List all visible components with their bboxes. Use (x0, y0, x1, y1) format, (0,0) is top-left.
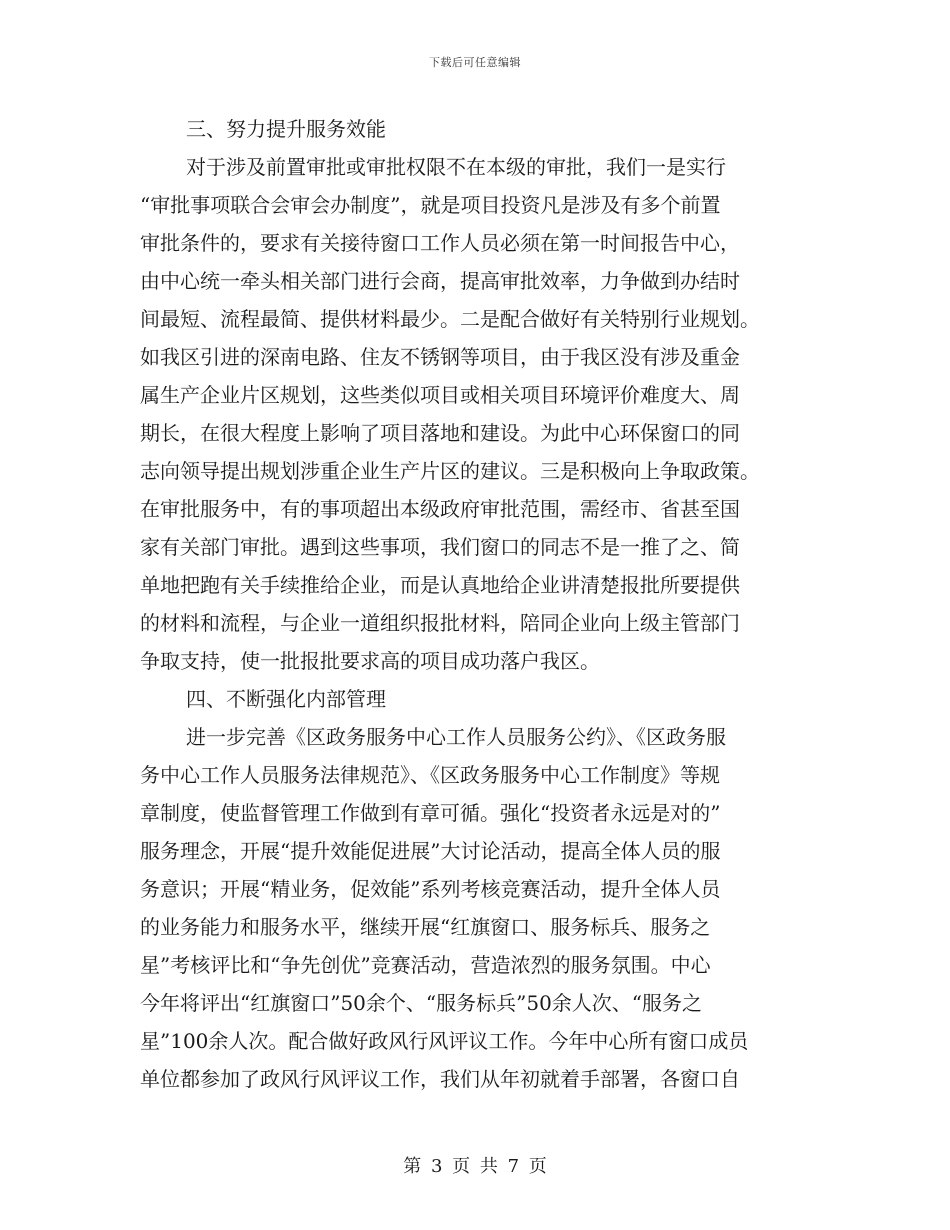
page-number: 第 3 页 共 7 页 (403, 1156, 547, 1177)
paragraph-line: 对于涉及前置审批或审批权限不在本级的审批，我们一是实行 (186, 155, 726, 179)
paragraph-line: 星”100余人次。配合做好政风行风评议工作。今年中心所有窗口成员 (140, 1029, 749, 1053)
section-heading: 三、努力提升服务效能 (186, 117, 386, 141)
paragraph-line: 志向领导提出规划涉重企业生产片区的建议。三是积极向上争取政策。 (140, 459, 760, 483)
paragraph-line: 单地把跑有关手续推给企业，而是认真地给企业讲清楚报批所要提供 (140, 573, 740, 597)
paragraph-line: 审批条件的，要求有关接待窗口工作人员必须在第一时间报告中心， (140, 231, 740, 255)
paragraph-line: “审批事项联合会审会办制度”，就是项目投资凡是涉及有多个前置 (140, 193, 721, 217)
section-heading: 四、不断强化内部管理 (186, 687, 386, 711)
paragraph-line: 期长，在很大程度上影响了项目落地和建设。为此中心环保窗口的同 (140, 421, 740, 445)
paragraph-line: 在审批服务中，有的事项超出本级政府审批范围，需经市、省甚至国 (140, 497, 740, 521)
paragraph-line: 间最短、流程最简、提供材料最少。二是配合做好有关特别行业规划。 (140, 307, 760, 331)
header-note: 下载后可任意编辑 (429, 56, 521, 69)
paragraph-line: 如我区引进的深南电路、住友不锈钢等项目，由于我区没有涉及重金 (140, 345, 740, 369)
paragraph-line: 进一步完善《区政务服务中心工作人员服务公约》、《区政务服 (186, 725, 726, 749)
paragraph-line: 的材料和流程，与企业一道组织报批材料，陪同企业向上级主管部门 (140, 611, 740, 635)
paragraph-line: 家有关部门审批。遇到这些事项，我们窗口的同志不是一推了之、简 (140, 535, 740, 559)
paragraph-line: 章制度，使监督管理工作做到有章可循。强化“投资者永远是对的” (140, 801, 721, 825)
paragraph-line: 单位都参加了政风行风评议工作，我们从年初就着手部署，各窗口自 (140, 1067, 740, 1091)
body-text (140, 110, 812, 1098)
paragraph-line: 服务理念，开展“提升效能促进展”大讨论活动，提高全体人员的服 (140, 839, 721, 863)
paragraph-line: 务意识；开展“精业务，促效能”系列考核竞赛活动，提升全体人员 (140, 877, 721, 901)
paragraph-line: 今年将评出“红旗窗口”50余个、“服务标兵”50余人次、“服务之 (140, 991, 703, 1015)
paragraph-line: 务中心工作人员服务法律规范》、《区政务服务中心工作制度》等规 (140, 763, 720, 787)
paragraph-line: 由中心统一牵头相关部门进行会商，提高审批效率，力争做到办结时 (140, 269, 740, 293)
paragraph-line: 争取支持，使一批报批要求高的项目成功落户我区。 (140, 649, 600, 673)
paragraph-line: 的业务能力和服务水平，继续开展“红旗窗口、服务标兵、服务之 (140, 915, 711, 939)
paragraph-line: 星”考核评比和“争先创优”竞赛活动，营造浓烈的服务氛围。中心 (140, 953, 711, 977)
paragraph-line: 属生产企业片区规划，这些类似项目或相关项目环境评价难度大、周 (140, 383, 740, 407)
